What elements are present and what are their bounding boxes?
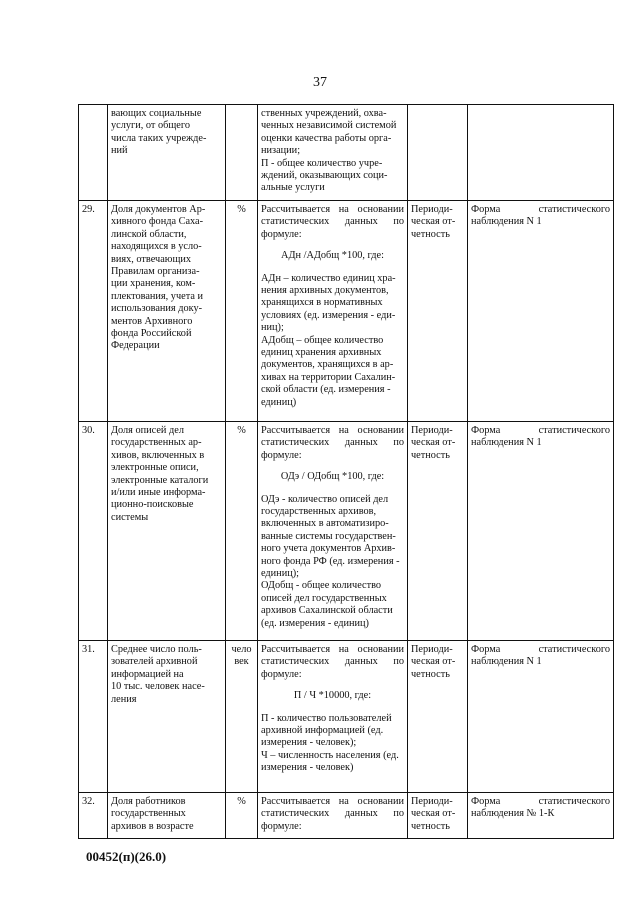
row-number-cell <box>79 641 108 793</box>
method_after-line: ванные системы государствен- <box>261 530 396 542</box>
method_after-line: единиц) <box>261 396 297 408</box>
row-number-cell <box>79 105 108 201</box>
name-line: ции хранения, ком- <box>111 278 196 290</box>
name-line: архивов в возрасте <box>111 820 194 832</box>
method_after-line: документов, хранящихся в ар- <box>261 359 394 371</box>
name-line: услуги, от общего <box>111 120 190 132</box>
source-line: Форма статистического <box>471 644 610 655</box>
data-source-cell <box>468 793 614 839</box>
method-line: Рассчитывается на основании <box>261 796 404 807</box>
indicator-name-cell <box>108 422 226 641</box>
table-row <box>79 793 614 839</box>
periodicity-cell <box>408 641 468 793</box>
row-number: 29. <box>82 204 95 215</box>
indicator-name-cell <box>108 641 226 793</box>
period-line: четность <box>411 228 450 240</box>
name-line: Правилам организа- <box>111 266 200 278</box>
method-line: низации; <box>261 145 301 157</box>
period-line: четность <box>411 820 450 832</box>
data-source-cell <box>468 105 614 201</box>
method_after-line: ОДобщ - общее количество <box>261 580 382 592</box>
periodicity-cell <box>408 793 468 839</box>
method-line: П - общее количество учре- <box>261 157 383 169</box>
calculation-method-cell <box>258 201 408 422</box>
periodicity-cell <box>408 201 468 422</box>
unit-cell <box>226 105 258 201</box>
row-number-cell <box>79 201 108 422</box>
method_after-line: единиц); <box>261 568 300 580</box>
unit-cell <box>226 201 258 422</box>
unit-label: % <box>237 796 246 807</box>
period-line: четность <box>411 449 450 461</box>
period-line: ческая от- <box>411 437 456 449</box>
method_after-line: нения архивных документов, <box>261 285 389 297</box>
formula: ОДэ / ОДобщ *100, где: <box>280 471 385 483</box>
method_after-line: ниц); <box>261 322 284 334</box>
name-line: и/или иные информа- <box>111 487 206 499</box>
method-line: Рассчитывается на основании <box>261 644 404 655</box>
method_after-line: Ч – численность населения (ед. <box>261 749 399 761</box>
formula: П / Ч *10000, где: <box>293 690 372 702</box>
unit-cell <box>226 793 258 839</box>
indicator-name-cell <box>108 201 226 422</box>
name-line: использования доку- <box>111 303 203 315</box>
period-line: Периоди- <box>411 204 453 215</box>
row-number-cell <box>79 793 108 839</box>
method_after-line: П - количество пользователей <box>261 712 392 724</box>
row-number: 31. <box>82 644 95 655</box>
method-line: формуле: <box>261 820 302 832</box>
name-line: вающих социальные <box>111 108 202 119</box>
name-line: ний <box>111 145 128 157</box>
method_after-line: архивной информацией (ед. <box>261 725 384 737</box>
source-line: Форма статистического <box>471 796 610 807</box>
period-line: ческая от- <box>411 808 456 820</box>
formula: АДн /АДобщ *100, где: <box>281 250 384 262</box>
name-line: 10 тыс. человек насе- <box>111 681 205 693</box>
name-line: Доля описей дел <box>111 425 184 436</box>
indicator-name-cell <box>108 105 226 201</box>
page-number: 37 <box>313 75 327 90</box>
periodicity-cell <box>408 422 468 641</box>
method-line: формуле: <box>261 668 302 680</box>
indicators-table <box>78 104 614 839</box>
unit-cell <box>226 641 258 793</box>
period-line: ческая от- <box>411 216 456 228</box>
calculation-method-cell <box>258 422 408 641</box>
source-line: наблюдения N 1 <box>471 216 542 228</box>
method-line: ственных учреждений, охва- <box>261 108 387 119</box>
name-line: государственных <box>111 808 186 820</box>
source-line: Форма статистического <box>471 204 610 215</box>
name-line: зователей архивной <box>111 656 198 668</box>
method-line: формуле: <box>261 228 302 240</box>
method_after-line: единиц хранения архивных <box>261 347 382 359</box>
method-line: оценки качества работы орга- <box>261 132 392 144</box>
periodicity-cell <box>408 105 468 201</box>
method_after-line: ОДэ - количество описей дел <box>261 493 389 505</box>
name-line: Доля документов Ар- <box>111 204 206 215</box>
name-line: хивов, включенных в <box>111 449 205 461</box>
method_after-line: хивах на территории Сахалин- <box>261 371 396 383</box>
calculation-method-cell <box>258 105 408 201</box>
method-line: статистических данных по <box>261 437 404 449</box>
name-line: электронные каталоги <box>111 474 209 486</box>
method_after-line: АДн – количество единиц хра- <box>261 272 396 284</box>
table-row <box>79 422 614 641</box>
calculation-method-cell <box>258 793 408 839</box>
method_after-line: АДобщ – общее количество <box>261 334 384 346</box>
method_after-line: государственных архивов, <box>261 506 377 518</box>
source-line: Форма статистического <box>471 425 610 436</box>
method-line: статистических данных по <box>261 216 404 228</box>
table-row <box>79 201 614 422</box>
method-line: Рассчитывается на основании <box>261 425 404 436</box>
period-line: Периоди- <box>411 796 453 807</box>
document-code: 00452(п)(26.0) <box>86 849 167 864</box>
method_after-line: ного учета документов Архив- <box>261 543 396 555</box>
name-line: плектования, учета и <box>111 290 203 302</box>
method-line: ченных независимой системой <box>261 120 397 132</box>
source-line: наблюдения № 1-К <box>471 808 555 820</box>
period-line: Периоди- <box>411 644 453 655</box>
source-line: наблюдения N 1 <box>471 437 542 449</box>
name-line: Доля работников <box>111 796 186 807</box>
method_after-line: измерения - человек) <box>261 762 354 774</box>
method_after-line: условиях (ед. измерения - еди- <box>261 309 396 321</box>
name-line: системы <box>111 511 149 523</box>
name-line: электронные описи, <box>111 462 199 474</box>
method_after-line: ской области (ед. измерения - <box>261 384 391 396</box>
unit-label: % <box>237 425 246 436</box>
name-line: Среднее число поль- <box>111 644 202 655</box>
period-line: Периоди- <box>411 425 453 436</box>
data-source-cell <box>468 201 614 422</box>
name-line: ционно-поисковые <box>111 499 194 511</box>
unit-cell <box>226 422 258 641</box>
unit-label: человек <box>231 644 252 668</box>
indicator-name-cell <box>108 793 226 839</box>
unit-label: % <box>237 204 246 215</box>
table-row <box>79 641 614 793</box>
name-line: находящихся в усло- <box>111 241 202 253</box>
row-number-cell <box>79 422 108 641</box>
method_after-line: (ед. измерения - единиц) <box>261 617 369 629</box>
method-line: формуле: <box>261 449 302 461</box>
method-line: Рассчитывается на основании <box>261 204 404 215</box>
name-line: фонда Российской <box>111 328 192 340</box>
method_after-line: описей дел государственных <box>261 592 387 604</box>
row-number: 32. <box>82 796 95 807</box>
method-line: ждений, оказывающих соци- <box>261 170 388 182</box>
name-line: виях, отвечающих <box>111 253 192 265</box>
name-line: информацией на <box>111 668 184 680</box>
name-line: линской области, <box>111 228 187 240</box>
table-row <box>79 105 614 201</box>
row-number: 30. <box>82 425 95 436</box>
name-line: ментов Архивного <box>111 315 193 327</box>
name-line: хивного фонда Саха- <box>111 216 204 228</box>
method_after-line: включенных в автоматизиро- <box>261 518 389 530</box>
name-line: ления <box>111 693 137 705</box>
method-line: статистических данных по <box>261 808 404 820</box>
method_after-line: архивов Сахалинской области <box>261 605 393 617</box>
data-source-cell <box>468 641 614 793</box>
name-line: Федерации <box>111 340 160 352</box>
period-line: четность <box>411 668 450 680</box>
method_after-line: хранящихся в нормативных <box>261 297 383 309</box>
period-line: ческая от- <box>411 656 456 668</box>
method-line: статистических данных по <box>261 656 404 668</box>
calculation-method-cell <box>258 641 408 793</box>
data-source-cell <box>468 422 614 641</box>
name-line: государственных ар- <box>111 437 202 449</box>
method_after-line: измерения - человек); <box>261 737 357 749</box>
method-line: альные услуги <box>261 182 325 194</box>
name-line: числа таких учрежде- <box>111 132 207 144</box>
method_after-line: ного фонда РФ (ед. измерения - <box>261 555 400 567</box>
source-line: наблюдения N 1 <box>471 656 542 668</box>
